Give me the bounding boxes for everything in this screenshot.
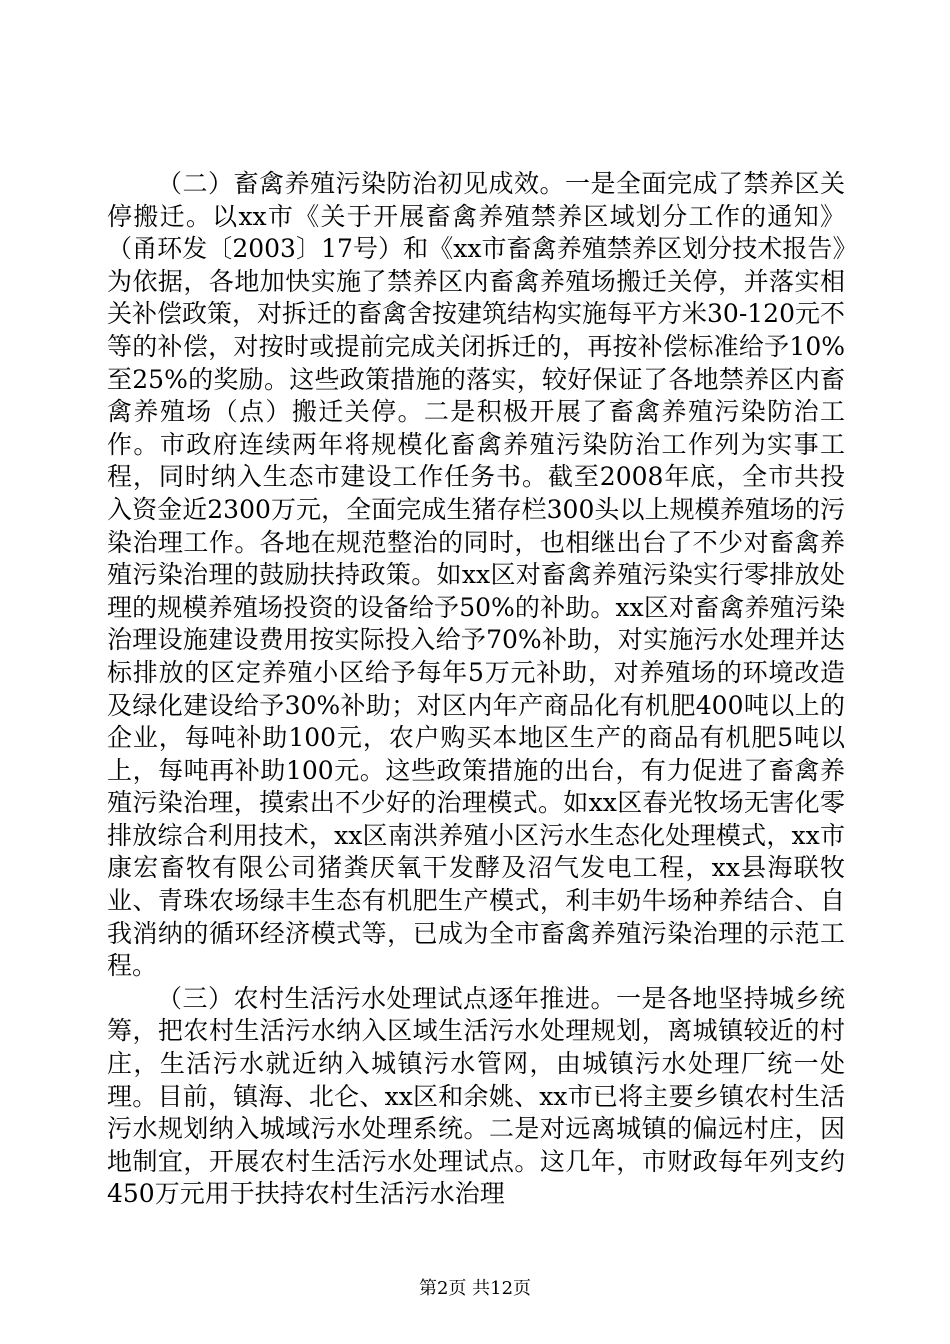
paragraph-livestock-pollution: （二）畜禽养殖污染防治初见成效。一是全面完成了禁养区关停搬迁。以xx市《关于开展畜禽养殖禁养区域划分工作的通知》（甬环发〔2003〕17号）和《xx市畜禽养殖禁养区划分技术报告》为依据，各地加快实施了禁养区内畜禽养殖场搬迁关停，并落实相关补偿政策，对拆迁的畜禽舍按建筑结构实施每平方米30-120元不等的补偿，对按时或提前完成关闭拆迁的，再按补偿标准给予10%至25%的奖励。这些政策措施的落实，较好保证了各地禁养区内畜禽养殖场（点）搬迁关停。二是积极开展了畜禽养殖污染防治工作。市政府连续两年将规模化畜禽养殖污染防治工作列为实事工程，同时纳入生态市建设工作任务书。截至2008年底，全市共投入资金近2300万元，全面完成生猪存栏300头以上规模养殖场的污染治理工作。各地在规范整治的同时，也相继出台了不少对畜禽养殖污染治理的鼓励扶持政策。如xx区对畜禽养殖污染实行零排放处理的规模养殖场投资的设备给予50%的补助。xx区对畜禽养殖污染治理设施建设费用按实际投入给予70%补助，对实施污水处理并达标排放的区定养殖小区给予每年5万元补助，对养殖场的环境改造及绿化建设给予30%补助；对区内年产商品化有机肥400吨以上的企业，每吨补助100元，农户购买本地区生产的商品有机肥5吨以上，每吨再补助100元。这些政策措施的出台，有力促进了畜禽养殖污染治理，摸索出不少好的治理模式。如xx区春光牧场无害化零排放综合利用技术，xx区南洪养殖小区污水生态化处理模式，xx市康宏畜牧有限公司猪粪厌氧干发酵及沼气发电工程，xx县海联牧业、青珠农场绿丰生态有机肥生产模式，利丰奶牛场种养结合、自我消纳的循环经济模式等，已成为全市畜禽养殖污染治理的示范工程。 [107,169,845,981]
document-body [107,168,845,1211]
page-number-label: 第2页 共12页 [418,1278,532,1299]
paragraph-rural-sewage: （三）农村生活污水处理试点逐年推进。一是各地坚持城乡统筹，把农村生活污水纳入区域生活污水处理规划，离城镇较近的村庄，生活污水就近纳入城镇污水管网，由城镇污水处理厂统一处理。目前，镇海、北仑、xx区和余姚、xx市已将主要乡镇农村生活污水规划纳入城域污水处理系统。二是对远离城镇的偏远村庄，因地制宜，开展农村生活污水处理试点。这几年，市财政每年列支约450万元用于扶持农村生活污水治理 [107,983,845,1209]
page-footer [0,1277,950,1301]
